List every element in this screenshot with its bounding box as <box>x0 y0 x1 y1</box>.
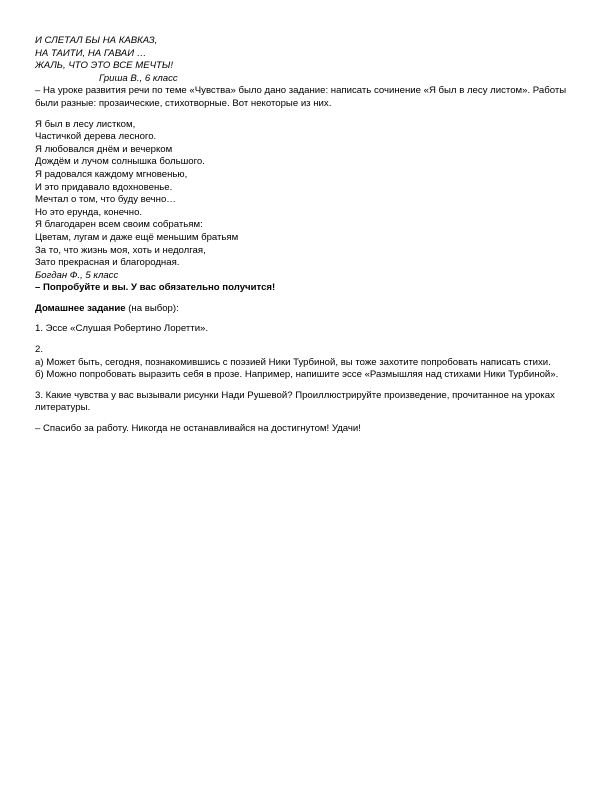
homework-title-suffix: (на выбор): <box>125 302 179 314</box>
heading-line: ЖАЛЬ, ЧТО ЭТО ВСЕ МЕЧТЫ! <box>35 60 174 72</box>
poem-line: Мечтал о том, что буду вечно… <box>35 194 176 206</box>
poem-line: Я радовался каждому мгновенью, <box>35 168 188 180</box>
poem-line: Частичкой дерева лесного. <box>35 131 157 143</box>
poem-line: И это придавало вдохновенье. <box>35 181 173 193</box>
poem <box>35 119 580 283</box>
poem-line: Цветам, лугам и даже ещё меньшим братьям <box>35 231 239 243</box>
homework-task-2b: б) Можно попробовать выразить себя в прозе. Например, напишите эссе «Размышляя над стихами Ники Турбиной». <box>35 369 559 381</box>
homework-task-2a: а) Может быть, сегодня, познакомившись с поэзией Ники Турбиной, вы тоже захотите попробовать написать стихи. <box>35 356 551 368</box>
poem-line: Я любовался днём и вечерком <box>35 143 173 155</box>
homework-task-2-number: 2. <box>35 344 44 356</box>
poem-line: Дождём и лучом солнышка большого. <box>35 156 205 168</box>
homework-title: Домашнее задание <box>35 302 126 314</box>
encouragement: – Попробуйте и вы. У вас обязательно получится! <box>35 282 276 294</box>
closing-remark: – Спасибо за работу. Никогда не останавливайся на достигнутом! Удачи! <box>35 423 361 435</box>
document-page <box>35 35 580 436</box>
heading-line: НА ТАИТИ, НА ГАВАИ … <box>35 47 147 59</box>
heading-signature: Гриша В., 6 класс <box>99 72 178 84</box>
poem-signature: Богдан Ф., 5 класс <box>35 269 119 281</box>
poem-line: Зато прекрасная и благородная. <box>35 257 180 269</box>
poem-line: Я благодарен всем своим собратьям: <box>35 219 203 231</box>
intro-paragraph: – На уроке развития речи по теме «Чувства» было дано задание: написать сочинение «Я был в лесу листом». Работы были разные: прозаические, стихотворные. Вот некоторые из них. <box>35 85 567 109</box>
poem-line: Но это ерунда, конечно. <box>35 206 143 218</box>
poem-line: За то, что жизнь моя, хоть и недолгая, <box>35 244 206 256</box>
homework-task-3: 3. Какие чувства у вас вызывали рисунки Нади Рушевой? Проиллюстрируйте произведение, прочитанное на уроках литературы. <box>35 389 555 414</box>
heading-line: И СЛЕТАЛ БЫ НА КАВКАЗ, <box>35 35 158 46</box>
homework-heading <box>35 303 580 316</box>
poem-line: Я был в лесу листком, <box>35 118 136 130</box>
homework-task-2 <box>35 344 580 382</box>
heading-verse <box>35 35 580 85</box>
homework-task-1: 1. Эссе «Слушая Робертино Лоретти». <box>35 323 209 335</box>
